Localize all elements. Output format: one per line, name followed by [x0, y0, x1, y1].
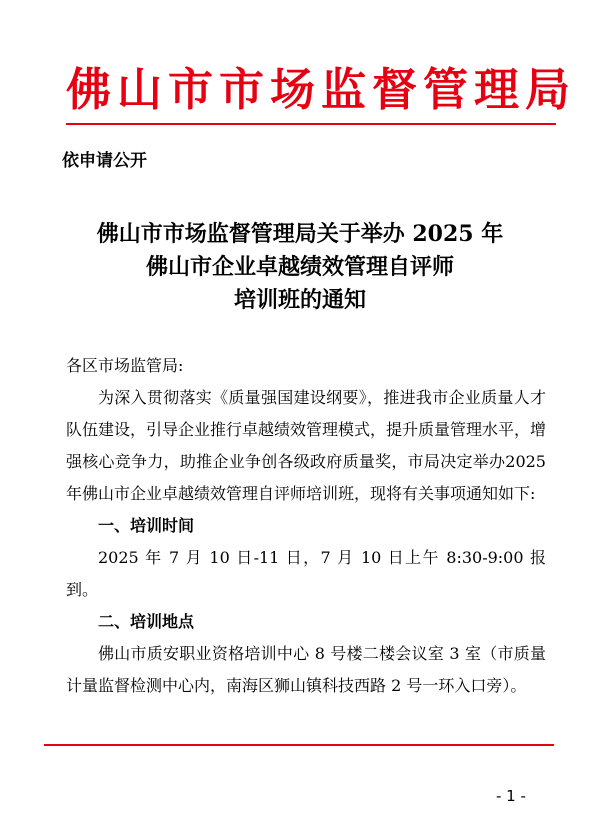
section-heading-location: 二、培训地点	[98, 612, 195, 631]
document-body	[66, 350, 546, 702]
page-number: - 1 -	[496, 787, 526, 805]
addressee: 各区市场监管局:	[66, 356, 184, 375]
intro-paragraph: 为深入贯彻落实《质量强国建设纲要》，推进我市企业质量人才队伍建设，引导企业推行卓越绩效管理模式，提升质量管理水平，增强核心竞争力，助推企业争创各级政府质量奖，市局决定举办2025年佛山市企业卓越绩效管理自评师培训班，现将有关事项通知如下:	[66, 388, 547, 503]
header-red-rule	[66, 123, 556, 125]
section-heading-time: 一、培训时间	[98, 516, 195, 535]
title-line: 培训班的通知	[233, 287, 366, 313]
document-title	[60, 218, 540, 317]
section-text-location: 佛山市质安职业资格培训中心 8 号楼二楼会议室 3 室（市质量计量监督检测中心内，南海区狮山镇科技西路 2 号一环入口旁）。	[66, 644, 546, 695]
footer-red-rule	[44, 744, 554, 746]
title-line: 佛山市企业卓越绩效管理自评师	[145, 254, 454, 280]
issuing-authority-header: 佛山市市场监督管理局	[66, 63, 577, 116]
disclosure-label: 依申请公开	[62, 151, 147, 171]
section-text-time: 2025 年 7 月 10 日-11 日，7 月 10 日上午 8:30-9:00 报到。	[66, 548, 546, 599]
title-line: 佛山市市场监督管理局关于举办 2025 年	[96, 221, 504, 247]
